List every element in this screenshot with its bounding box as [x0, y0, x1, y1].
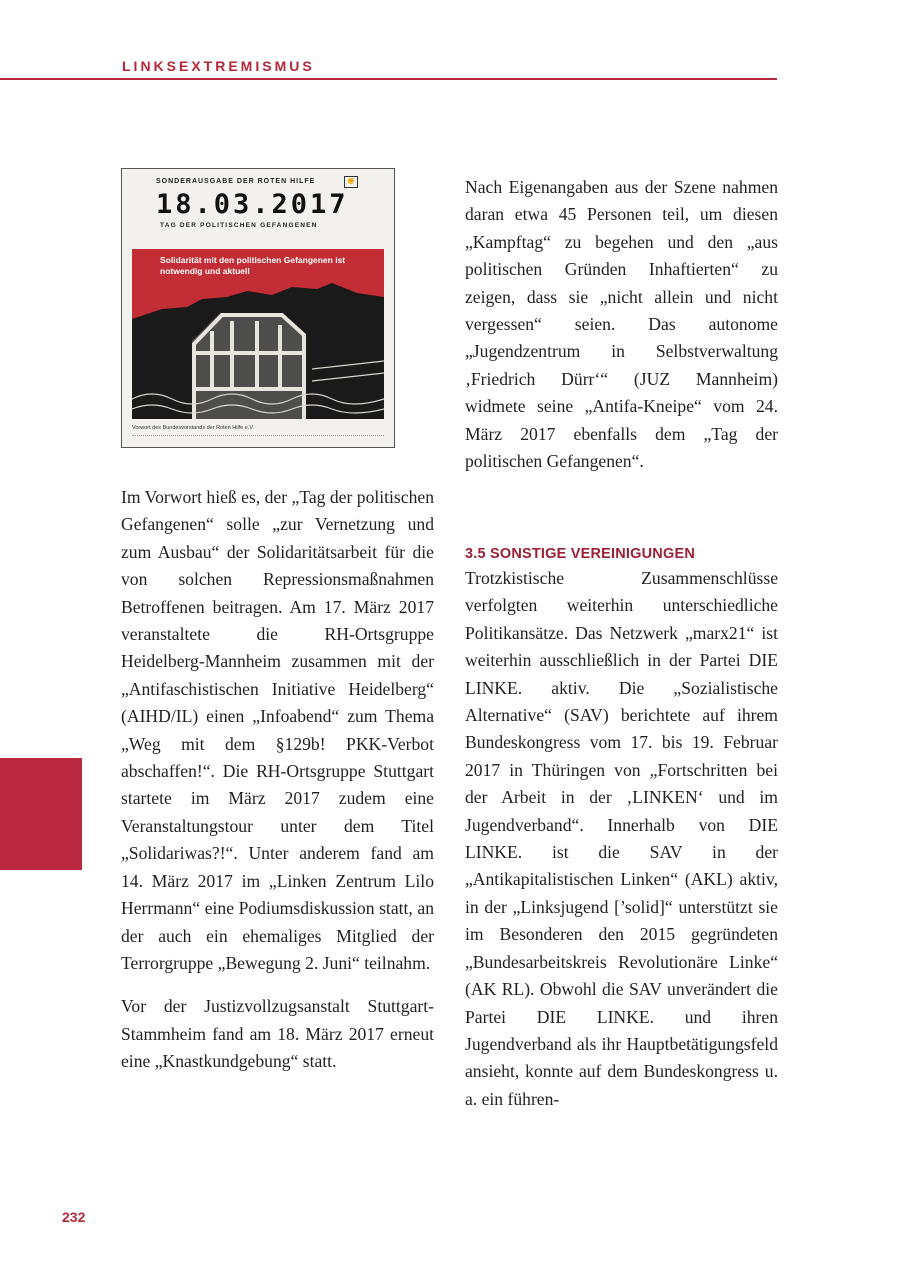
poster-supertitle: SONDERAUSGABE DER ROTEN HILFE [156, 178, 316, 185]
body-paragraph: Vor der Justizvollzugsanstalt Stuttgart-Stammheim fand am 18. März 2017 erneut eine „Knastkundgebung“ statt. [121, 996, 434, 1072]
header-rule [0, 78, 777, 80]
poster-subtitle: TAG DER POLITISCHEN GEFANGENEN [160, 222, 318, 229]
section-block [465, 545, 778, 1113]
section-heading: 3.5 SONSTIGE VEREINIGUNGEN [465, 546, 695, 562]
poster-image [121, 168, 395, 448]
poster-date: 18.03.2017 [156, 189, 349, 220]
body-paragraph: Trotzkistische Zusammenschlüsse verfolgten weiterhin unterschiedliche Politikansätze. Das Netzwerk „marx21“ ist weiterhin ausschließlich in der Partei DIE LINKE. aktiv. Die „Sozialistische Alternative“ (SAV) berichtete auf ihrem Bundeskongress vom 17. bis 19. Februar 2017 in Thüringen von „Fortschritten bei der Arbeit in der ‚LINKEN‘ und im Jugendverband“. Innerhalb von DIE LINKE. ist die SAV in der „Antikapitalistischen Linken“ (AKL) aktiv, in der „Linksjugend [’solid]“ unterstützt sie im Besonderen den 2015 gegründeten „Bundesarbeitskreis Revolutionäre Linke“ (AK RL). Obwohl die SAV unverändert die Partei DIE LINKE. und ihren Jugendverband als ihr Hauptbetätigungsfeld ansieht, konnte auf dem Bundeskongress u. a. ein führen- [465, 568, 778, 1109]
body-paragraph: Nach Eigenangaben aus der Szene nahmen daran etwa 45 Personen teil, um diesen „Kampftag“ zu begehen und den „aus politischen Gründen Inhaftierten“ zu zeigen, dass sie „nicht allein und nicht vergessen“ seien. Das autonome „Jugendzentrum in Selbstverwaltung ‚Friedrich Dürr‘“ (JUZ Mannheim) widmete seine „Antifa-Kneipe“ vom 24. März 2017 ebenfalls dem „Tag der politischen Gefangenen“. [465, 177, 778, 472]
poster-slogan: Solidarität mit den politischen Gefangenen ist notwendig und aktuell [160, 255, 346, 276]
page-number: 232 [62, 1209, 86, 1225]
left-column [121, 484, 434, 1076]
poster-fineprint [132, 435, 384, 440]
chapter-side-tab [0, 758, 82, 870]
body-paragraph: Im Vorwort hieß es, der „Tag der politischen Gefangenen“ solle „zur Vernetzung und zum Ausbau“ der Solidaritätsarbeit für die von solchen Repressionsmaßnahmen Betroffenen beitragen. Am 17. März 2017 veranstaltete die RH-Ortsgruppe Heidelberg-Mannheim zusammen mit der „Antifaschistischen Initiative Heidelberg“ (AIHD/IL) einen „Infoabend“ zum Thema „Weg mit dem §129b! PKK-Verbot abschaffen!“. Die RH-Ortsgruppe Stuttgart startete im März 2017 zudem eine Veranstaltungstour unter dem Titel „Solidariwas?!“. Unter anderem fand am 14. März 2017 im „Linken Zentrum Lilo Herrmann“ eine Podiumsdiskussion statt, an der auch ein ehemaliges Mitglied der Terrorgruppe „Bewegung 2. Juni“ teilnahm. [121, 487, 434, 973]
rote-hilfe-logo-icon: ✊ [344, 176, 358, 188]
running-head: LINKSEXTREMISMUS [122, 58, 315, 74]
poster-footer: Vorwort des Bundesvorstands der Roten Hilfe e.V. [132, 425, 255, 431]
right-column [465, 174, 778, 475]
